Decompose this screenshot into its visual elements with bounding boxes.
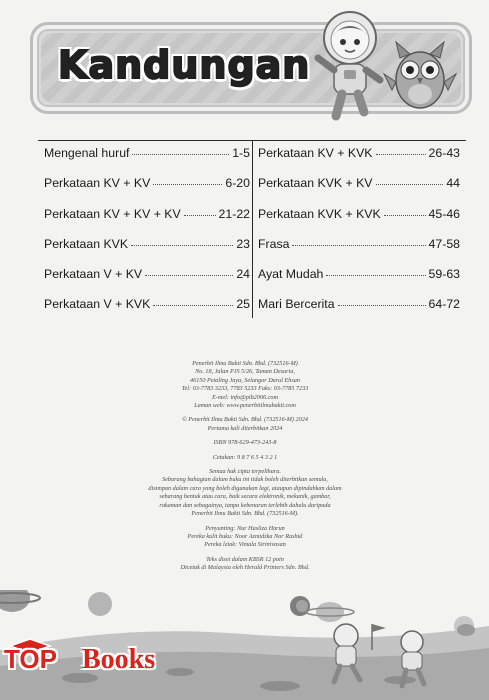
toc-left-column bbox=[44, 146, 250, 328]
toc-entry bbox=[44, 146, 250, 176]
toc-entry bbox=[258, 176, 460, 206]
toc-entry-pages: 45-46 bbox=[428, 206, 460, 221]
toc-entry-pages: 24 bbox=[236, 267, 250, 282]
toc-entry bbox=[44, 297, 250, 327]
toc-entry-pages: 21-22 bbox=[218, 206, 250, 221]
toc-entry bbox=[44, 176, 250, 206]
toc-entry-pages: 6-20 bbox=[225, 176, 250, 191]
toc-entry-label: Frasa bbox=[258, 236, 290, 251]
toc-leader-dots bbox=[384, 214, 426, 216]
editor-credit: Penyunting: Nur Hasliza Harun bbox=[205, 524, 285, 532]
toc-entry-label: Perkataan V + KVK bbox=[44, 297, 151, 312]
publisher-address-line: 46150 Petaling Jaya, Selangor Darul Ehsan bbox=[190, 376, 300, 384]
publisher-email: E-mel: info@pib2006.com bbox=[212, 393, 278, 401]
toc-entry bbox=[258, 267, 460, 297]
topbooks-watermark bbox=[0, 638, 200, 698]
print-run: Cetakan: 9 8 7 6 5 4 3 2 1 bbox=[212, 453, 278, 461]
toc-leader-dots bbox=[292, 244, 425, 246]
typeset-note: Teks diset dalam KBSR 12 poin bbox=[206, 555, 284, 563]
toc-entry-pages: 23 bbox=[236, 236, 250, 251]
first-print-note: Pertama kali diterbitkan 2024 bbox=[207, 424, 283, 432]
toc-column-divider bbox=[252, 140, 253, 318]
toc-entry bbox=[44, 237, 250, 267]
toc-entry-label: Perkataan KV + KVK bbox=[258, 146, 373, 160]
toc-leader-dots bbox=[184, 214, 216, 216]
toc-entry bbox=[258, 207, 460, 237]
watermark-part-2: Books bbox=[82, 644, 156, 675]
toc-leader-dots bbox=[132, 153, 229, 155]
alien-owl-illustration bbox=[382, 36, 458, 118]
rights-text: sebarang bentuk atau cara, baik secara elektronik, mekanik, gambar, bbox=[159, 493, 331, 501]
publisher-info bbox=[120, 360, 370, 573]
toc-entry-pages: 44 bbox=[446, 176, 460, 191]
toc-entry bbox=[258, 297, 460, 327]
toc-leader-dots bbox=[326, 274, 425, 276]
toc-leader-dots bbox=[145, 274, 233, 276]
rights-text: Penerbit Ilmu Bakti Sdn. Bhd. (732516-M). bbox=[191, 510, 299, 518]
toc-entry-label: Perkataan KVK bbox=[44, 236, 129, 251]
toc-entry-label: Perkataan KVK + KVK bbox=[258, 206, 381, 221]
toc-right-column bbox=[258, 146, 460, 328]
toc-entry-label: Ayat Mudah bbox=[258, 267, 324, 282]
toc-entry-pages: 47-58 bbox=[428, 236, 460, 251]
rights-text: Sebarang bahagian dalam buku ini tidak boleh diterbitkan semula, bbox=[162, 476, 328, 484]
toc-entry-pages: 64-72 bbox=[428, 297, 460, 312]
toc-entry-label: Perkataan V + KV bbox=[44, 267, 143, 282]
toc-entry-label: Perkataan KV + KV + KV bbox=[44, 206, 181, 221]
cover-designer-credit: Pereka kulit buku: Noor Azmidzka Nor Rashid bbox=[187, 532, 303, 540]
toc-entry-label: Mengenal huruf bbox=[44, 146, 130, 160]
publisher-phone: Tel: 03-7783 3233, 7783 5233 Faks: 03-7785 7233 bbox=[181, 385, 309, 393]
page-title: Kandungan bbox=[58, 43, 311, 87]
toc-entry bbox=[258, 237, 460, 267]
toc-leader-dots bbox=[153, 183, 222, 185]
printer-note: Dicetak di Malaysia oleh Herald Printers Sdn. Bhd. bbox=[180, 564, 310, 572]
toc-entry bbox=[44, 207, 250, 237]
toc-entry-pages: 1-5 bbox=[232, 146, 250, 160]
toc-entry bbox=[258, 146, 460, 176]
toc-leader-dots bbox=[338, 304, 426, 306]
publisher-website: Laman web: www.penerbitilmubakti.com bbox=[194, 402, 296, 410]
toc-entry-label: Mari Bercerita bbox=[258, 297, 335, 312]
toc-leader-dots bbox=[131, 244, 233, 246]
toc-leader-dots bbox=[376, 183, 444, 185]
watermark-part-1: TOP bbox=[4, 644, 57, 674]
layout-designer-credit: Pereka letak: Vimala Sirinivasan bbox=[204, 541, 286, 549]
toc-entry-pages: 59-63 bbox=[428, 267, 460, 282]
toc-entry bbox=[44, 267, 250, 297]
toc-entry-label: Perkataan KV + KV bbox=[44, 176, 151, 191]
rights-text: Semua hak cipta terpelihara. bbox=[209, 468, 281, 476]
publisher-address-line: No. 18, Jalan PJS 5/26, Taman Desaria, bbox=[195, 368, 295, 376]
toc-entry-label: Perkataan KVK + KV bbox=[258, 176, 373, 191]
toc-entry-pages: 25 bbox=[236, 297, 250, 312]
rights-text: rakaman dan sebagainya, tanpa kebenaran terlebih dahulu daripada bbox=[159, 501, 331, 509]
toc-leader-dots bbox=[376, 153, 426, 155]
isbn: ISBN 978-629-473-243-8 bbox=[213, 439, 277, 447]
toc-entry-pages: 26-43 bbox=[428, 146, 460, 160]
publisher-name: Penerbit Ilmu Bakti Sdn. Bhd. (732516-M) bbox=[192, 360, 298, 367]
copyright-notice: © Penerbit Ilmu Bakti Sdn. Bhd. (732516-M) 2024 bbox=[182, 416, 308, 424]
rights-text: disimpan dalam cara yang boleh digunakan lagi, ataupun dipindahkan dalam bbox=[148, 484, 342, 492]
toc-leader-dots bbox=[153, 304, 233, 306]
